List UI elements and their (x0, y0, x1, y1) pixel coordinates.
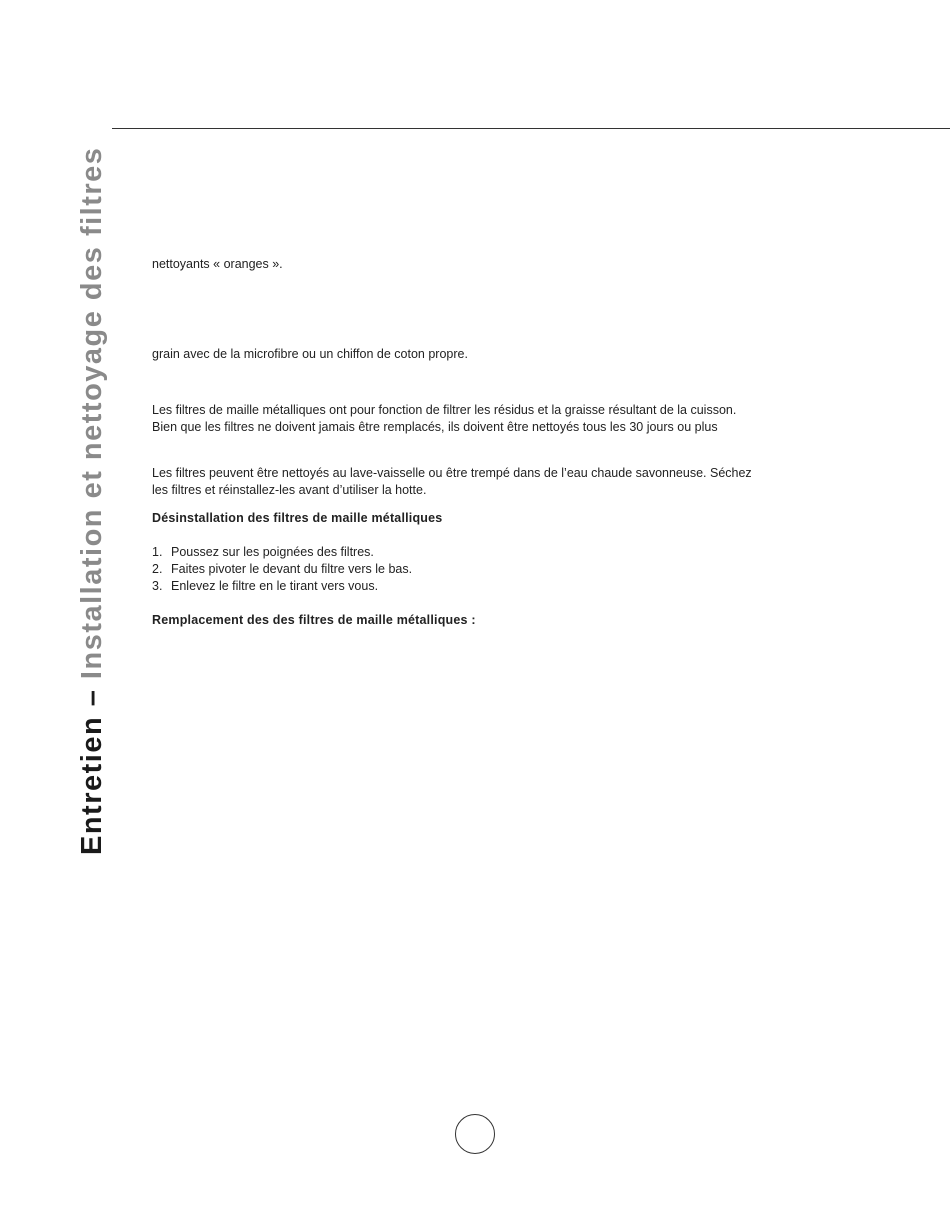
paragraph-orange-cleaners: nettoyants « oranges ». (152, 257, 283, 271)
paragraph-filter-cleaning (152, 465, 842, 499)
paragraph-filter-purpose (152, 402, 842, 436)
step-text: Enlevez le filtre en le tirant vers vous. (171, 579, 379, 593)
removal-steps-list (152, 544, 842, 595)
side-section-title (74, 146, 110, 855)
header-rule (112, 128, 950, 129)
paragraph-line: Les filtres de maille métalliques ont pour fonction de filtrer les résidus et la graisse résultant de la cuisson. (152, 403, 737, 417)
paragraph-microfiber: grain avec de la microfibre ou un chiffon de coton propre. (152, 347, 468, 361)
removal-heading: Désinstallation des filtres de maille métalliques (152, 511, 443, 525)
paragraph-line: Les filtres peuvent être nettoyés au lave-vaisselle ou être trempé dans de l’eau chaude savonneuse. Séchez (152, 466, 752, 480)
step-number: 3. (152, 579, 163, 593)
paragraph-line: Bien que les filtres ne doivent jamais être remplacés, ils doivent être nettoyés tous les 30 jours ou plus (152, 420, 718, 434)
list-item (152, 561, 842, 578)
replacement-heading: Remplacement des des filtres de maille métalliques : (152, 613, 476, 627)
paragraph-line: les filtres et réinstallez-les avant d’utiliser la hotte. (152, 483, 427, 497)
list-item (152, 544, 842, 561)
step-text: Faites pivoter le devant du filtre vers le bas. (171, 562, 413, 576)
list-item (152, 578, 842, 595)
page-number-circle (455, 1114, 495, 1154)
step-number: 2. (152, 562, 163, 576)
step-text: Poussez sur les poignées des filtres. (171, 545, 374, 559)
side-title-sub: Installation et nettoyage des filtres (76, 146, 108, 680)
side-title-main: Entretien – (76, 679, 108, 855)
step-number: 1. (152, 545, 163, 559)
